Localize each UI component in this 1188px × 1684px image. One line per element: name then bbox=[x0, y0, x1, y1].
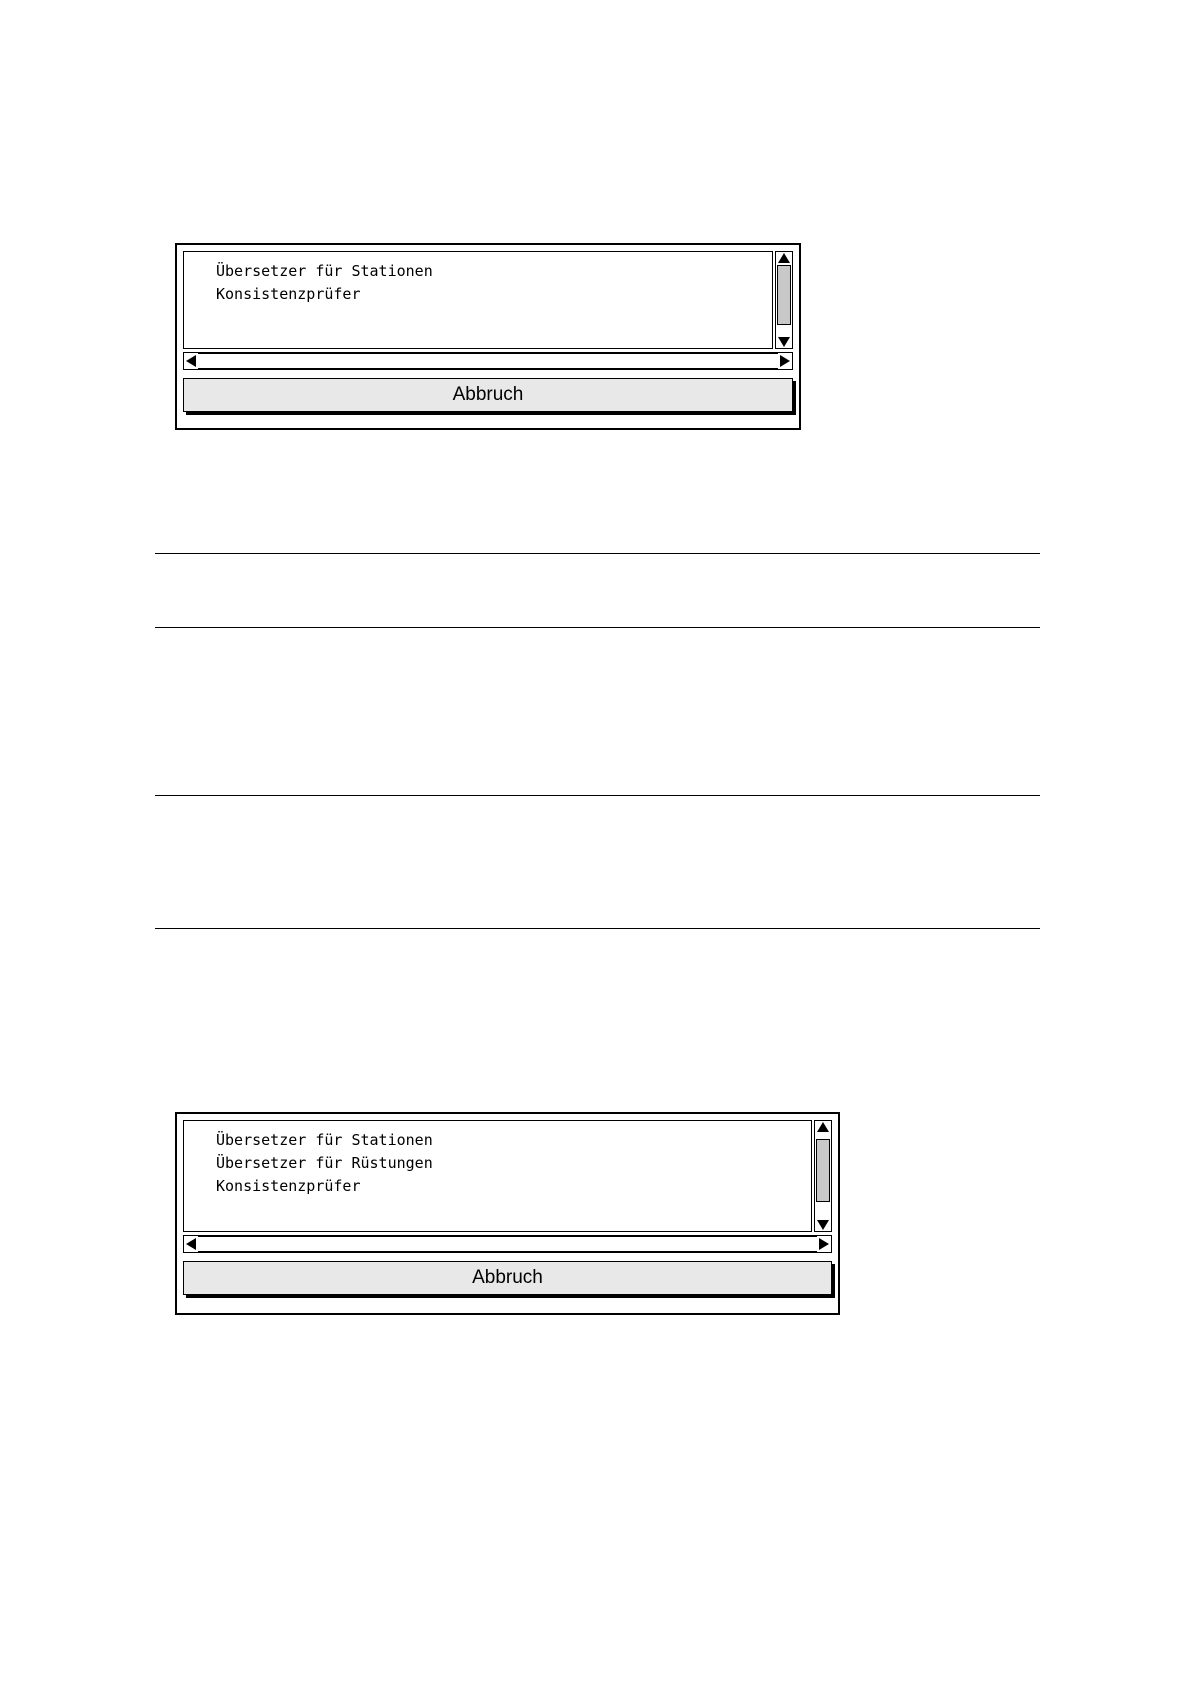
vertical-scrollbar-thumb[interactable] bbox=[777, 265, 791, 325]
horizontal-scrollbar-top[interactable] bbox=[183, 352, 793, 370]
vertical-scrollbar-bottom[interactable] bbox=[814, 1120, 832, 1232]
dialog-content-bottom bbox=[183, 1120, 832, 1307]
list-item[interactable]: Konsistenzprüfer bbox=[216, 285, 361, 303]
vertical-scrollbar-top[interactable] bbox=[775, 251, 793, 349]
page-rule-1 bbox=[155, 553, 1040, 554]
cancel-button[interactable]: Abbruch bbox=[183, 1261, 832, 1295]
cancel-button[interactable]: Abbruch bbox=[183, 378, 793, 412]
dialog-content-top bbox=[183, 251, 793, 422]
horizontal-scrollbar-track[interactable] bbox=[198, 1236, 817, 1252]
list-item[interactable]: Übersetzer für Stationen bbox=[216, 1131, 433, 1149]
triangle-right-icon[interactable] bbox=[819, 1238, 829, 1250]
list-item[interactable]: Übersetzer für Rüstungen bbox=[216, 1154, 433, 1172]
triangle-left-icon[interactable] bbox=[186, 355, 196, 367]
list-item[interactable]: Konsistenzprüfer bbox=[216, 1177, 361, 1195]
page-rule-3 bbox=[155, 795, 1040, 796]
selection-dialog-top bbox=[175, 243, 801, 430]
triangle-down-icon[interactable] bbox=[778, 337, 790, 347]
triangle-up-icon[interactable] bbox=[817, 1122, 829, 1132]
list-area-top bbox=[183, 251, 793, 349]
triangle-left-icon[interactable] bbox=[186, 1238, 196, 1250]
list-item[interactable]: Übersetzer für Stationen bbox=[216, 262, 433, 280]
horizontal-scrollbar-track[interactable] bbox=[198, 353, 778, 369]
horizontal-scrollbar-bottom[interactable] bbox=[183, 1235, 832, 1253]
list-area-bottom bbox=[183, 1120, 832, 1232]
page-rule-2 bbox=[155, 627, 1040, 628]
selection-listbox-bottom[interactable] bbox=[183, 1120, 812, 1232]
triangle-right-icon[interactable] bbox=[780, 355, 790, 367]
triangle-up-icon[interactable] bbox=[778, 253, 790, 263]
selection-listbox-top[interactable] bbox=[183, 251, 773, 349]
triangle-down-icon[interactable] bbox=[817, 1220, 829, 1230]
vertical-scrollbar-thumb[interactable] bbox=[816, 1139, 830, 1203]
page-rule-4 bbox=[155, 928, 1040, 929]
selection-dialog-bottom bbox=[175, 1112, 840, 1315]
